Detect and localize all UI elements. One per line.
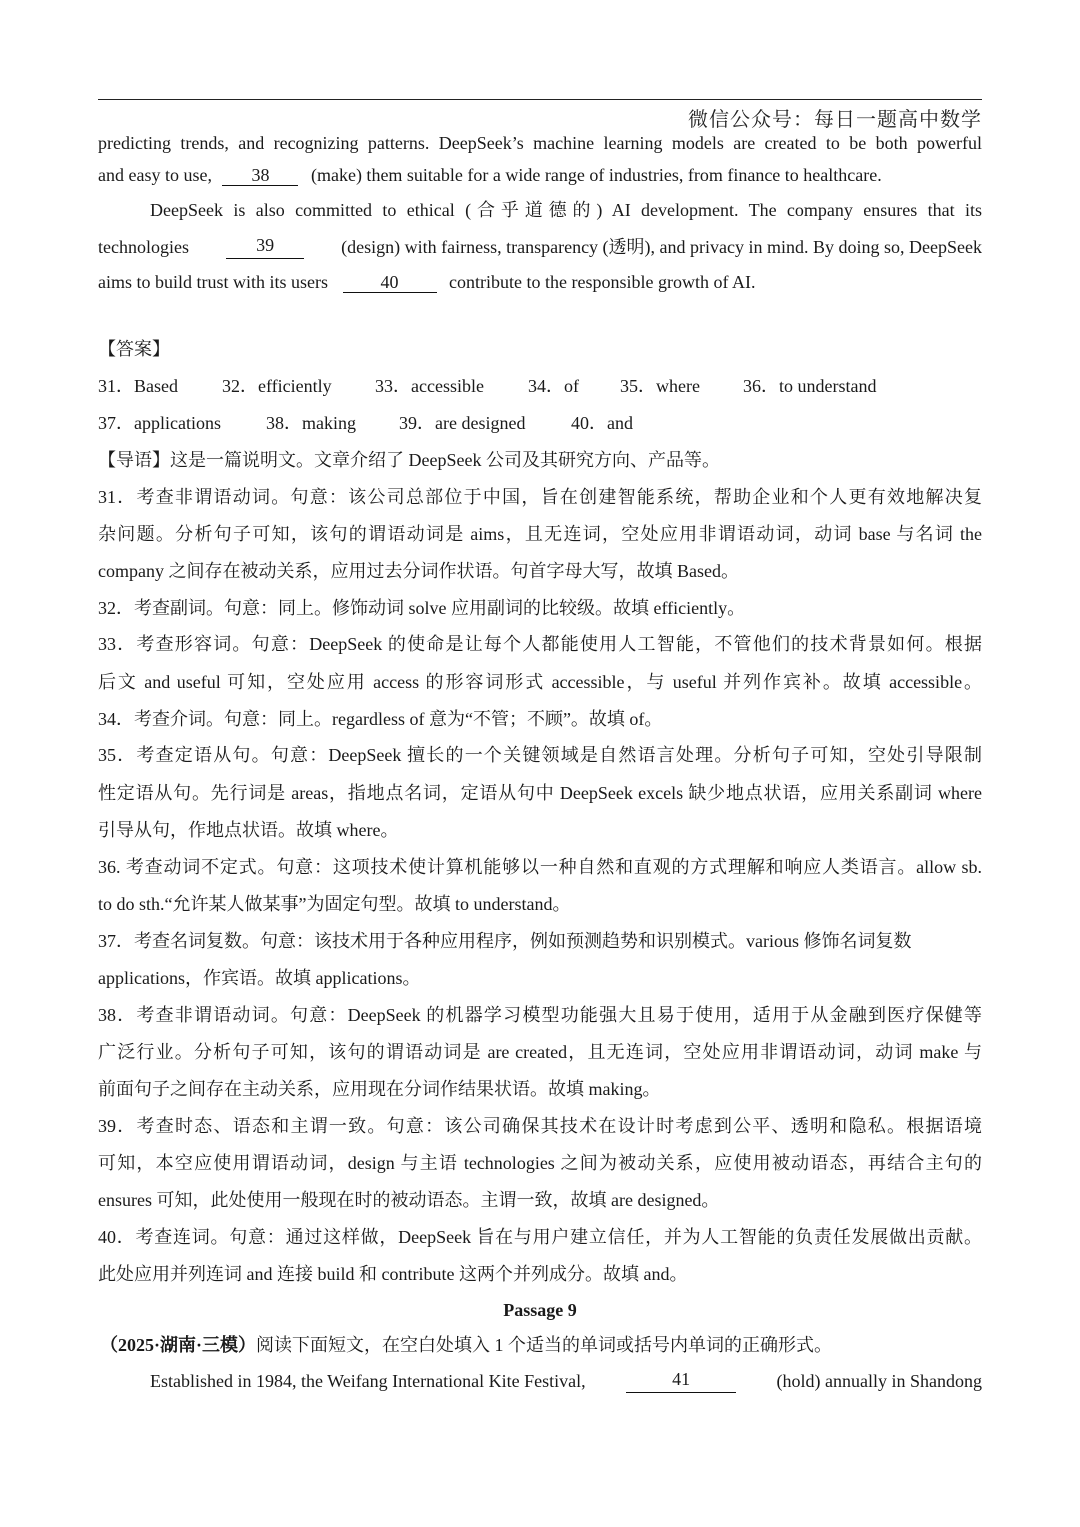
explanation-line: 38．考查非谓语动词。句意：DeepSeek 的机器学习模型功能强大且易于使用，适用于从金融到医疗保健等: [98, 1005, 982, 1025]
passage-text: technologies: [98, 237, 189, 257]
passage-line: [98, 270, 982, 294]
passage-title: Passage 9: [503, 1300, 577, 1320]
blank-40: 40: [343, 272, 437, 293]
passage-text: aims to build trust with its users: [98, 272, 329, 292]
explanation-line: 37．考查名词复数。句意：该技术用于各种应用程序，例如预测趋势和识别模式。various 修饰名词复数: [98, 931, 912, 951]
instruction-text: 阅读下面短文，在空白处填入 1 个适当的单词或括号内单词的正确形式。: [256, 1335, 833, 1355]
answer-item: 39．are designed: [399, 413, 526, 433]
explanation-line: 36. 考查动词不定式。句意：这项技术使计算机能够以一种自然和直观的方式理解和响应人类语言。allow sb.: [98, 857, 982, 877]
explanation-line: 40．考查连词。句意：通过这样做，DeepSeek 旨在与用户建立信任，并为人工智能的负责任发展做出贡献。: [98, 1227, 982, 1247]
explanation-line: applications，作宾语。故填 applications。: [98, 968, 421, 988]
explanation-line: 性定语从句。先行词是 areas，指地点名词，定语从句中 DeepSeek excels 缺少地点状语，应用关系副词 where: [98, 783, 982, 803]
answers-heading: 【答案】: [98, 339, 170, 359]
explanation-line: 杂问题。分析句子可知，该句的谓语动词是 aims，且无连词，空处应用非谓语动词，动词 base 与名词 the: [98, 524, 982, 544]
answer-item: 31．Based: [98, 376, 178, 396]
explanation-line: 可知，本空应使用谓语动词，design 与主语 technologies 之间为被动关系，应使用被动语态，再结合主句的: [98, 1153, 982, 1173]
answer-item: 38．making: [266, 413, 356, 433]
explanation-line: 35．考查定语从句。句意：DeepSeek 擅长的一个关键领域是自然语言处理。分析句子可知，空处引导限制: [98, 745, 982, 765]
passage-text: Established in 1984, the Weifang International Kite Festival,: [150, 1371, 586, 1391]
explanation-line: 34．考查介词。句意：同上。regardless of 意为“不管；不顾”。故填 of。: [98, 709, 663, 729]
blank-38: 38: [222, 165, 298, 186]
passage-source: （2025·湖南·三模）: [100, 1335, 257, 1355]
passage-line: DeepSeek is also committed to ethical (合乎道德的) AI development. The company ensures that its: [150, 200, 982, 220]
blank-39: 39: [226, 235, 304, 259]
explanation-line: 此处应用并列连词 and 连接 build 和 contribute 这两个并列成分。故填 and。: [98, 1264, 688, 1284]
answer-item: 37．applications: [98, 413, 221, 433]
passage-text: (hold) annually in Shandong: [776, 1371, 982, 1391]
passage-text: (design) with fairness, transparency (透明), and privacy in mind. By doing so, DeepSeek: [341, 237, 982, 257]
answer-item: 36．to understand: [743, 376, 877, 396]
explanation-line: 后文 and useful 可知，空处应用 access 的形容词形式 accessible，与 useful 并列作宾补。故填 accessible。: [98, 672, 982, 692]
explanation-intro: 【导语】这是一篇说明文。文章介绍了 DeepSeek 公司及其研究方向、产品等。: [98, 450, 720, 470]
explanation-line: 广泛行业。分析句子可知，该句的谓语动词是 are created，且无连词，空处应用非谓语动词，动词 make 与: [98, 1042, 982, 1062]
passage-line: [98, 1369, 982, 1393]
passage-line: predicting trends, and recognizing patterns. DeepSeek’s machine learning models are created to be both powerful: [98, 133, 982, 153]
blank-41: 41: [626, 1369, 736, 1393]
explanation-line: company 之间存在被动关系，应用过去分词作状语。句首字母大写，故填 Based。: [98, 561, 739, 581]
passage-line: [98, 235, 982, 259]
passage-line: [98, 163, 982, 187]
explanation-line: ensures 可知，此处使用一般现在时的被动语态。主谓一致，故填 are designed。: [98, 1190, 720, 1210]
answer-item: 34．of: [528, 376, 579, 396]
explanation-line: 前面句子之间存在主动关系，应用现在分词作结果状语。故填 making。: [98, 1079, 661, 1099]
explanation-line: to do sth.“允许某人做某事”为固定句型。故填 to understand。: [98, 894, 571, 914]
header-rule: [98, 99, 982, 100]
answer-item: 35．where: [620, 376, 700, 396]
explanation-line: 32．考查副词。句意：同上。修饰动词 solve 应用副词的比较级。故填 efficiently。: [98, 598, 746, 618]
explanation-line: 33．考查形容词。句意：DeepSeek 的使命是让每个人都能使用人工智能，不管他们的技术背景如何。根据: [98, 634, 982, 654]
passage-instruction: [100, 1333, 984, 1357]
explanation-line: 引导从句，作地点状语。故填 where。: [98, 820, 399, 840]
passage-text: and easy to use,: [98, 165, 212, 185]
explanation-line: 31．考查非谓语动词。句意：该公司总部位于中国，旨在创建智能系统，帮助企业和个人更有效地解决复: [98, 487, 982, 507]
answer-item: 32．efficiently: [222, 376, 332, 396]
answer-item: 40．and: [571, 413, 633, 433]
answer-item: 33．accessible: [375, 376, 484, 396]
header-source: 微信公众号：每日一题高中数学: [688, 107, 982, 131]
passage-text: (make) them suitable for a wide range of industries, from finance to healthcare.: [310, 165, 882, 185]
explanation-line: 39．考查时态、语态和主谓一致。句意：该公司确保其技术在设计时考虑到公平、透明和隐私。根据语境: [98, 1116, 982, 1136]
passage-text: contribute to the responsible growth of AI.: [449, 272, 756, 292]
